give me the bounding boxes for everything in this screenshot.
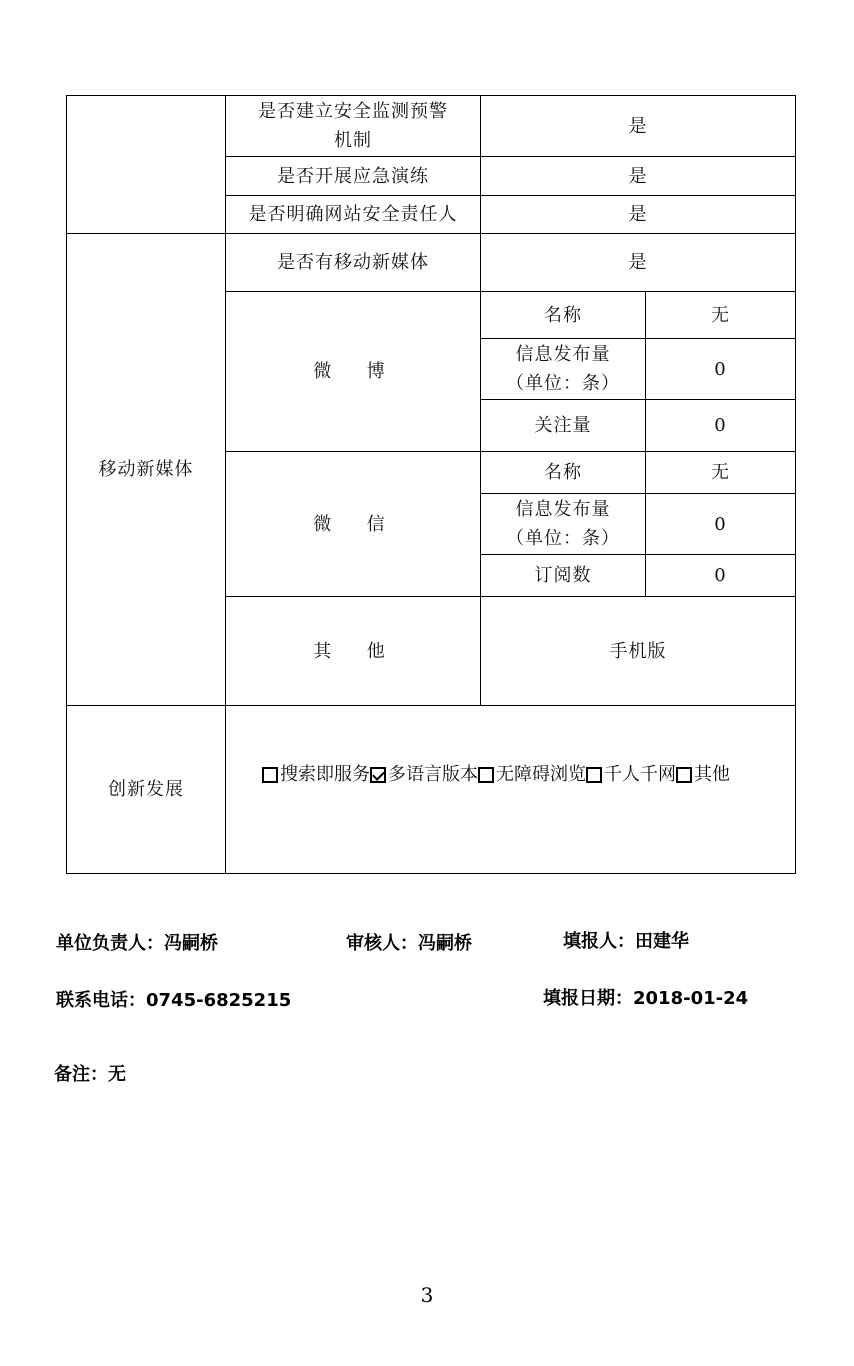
responsible-label: 是否明确网站安全责任人 [248, 204, 458, 225]
wechat-subscribers-label: 订阅数 [534, 565, 592, 586]
unit-head: 单位负责人：冯嗣桥 [56, 933, 218, 954]
weibo-name-value: 无 [711, 304, 730, 326]
wechat-label: 微 信 [313, 513, 393, 535]
wechat-subscribers-value: 0 [714, 565, 727, 586]
drill-label: 是否开展应急演练 [277, 165, 429, 187]
filler: 填报人：田建华 [563, 931, 689, 952]
has-mobile-label: 是否有移动新媒体 [277, 252, 429, 273]
option-search-service: 搜索即服务 [280, 764, 370, 785]
innovation-section-label: 创新发展 [108, 779, 184, 800]
page-number: 3 [420, 1283, 434, 1307]
checkbox-icon[interactable] [586, 767, 602, 783]
remarks: 备注：无 [54, 1064, 126, 1085]
fill-date: 填报日期：2018-01-24 [543, 988, 749, 1009]
reviewer: 审核人：冯嗣桥 [346, 933, 472, 954]
weibo-posts-label: 信息发布量 （单位：条） [506, 344, 620, 394]
checkbox-icon[interactable] [262, 767, 278, 783]
checkbox-icon[interactable] [478, 767, 494, 783]
innovation-options [262, 761, 730, 789]
drill-value: 是 [628, 165, 648, 187]
wechat-posts-value: 0 [714, 513, 727, 535]
other-label: 其 他 [313, 640, 393, 662]
contact-phone: 联系电话：0745-6825215 [56, 990, 292, 1011]
weibo-label: 微 博 [313, 361, 393, 382]
has-mobile-value: 是 [628, 252, 648, 273]
option-other: 其他 [694, 764, 730, 785]
responsible-value: 是 [628, 204, 648, 225]
weibo-followers-label: 关注量 [534, 415, 592, 436]
weibo-followers-value: 0 [714, 415, 727, 436]
monitoring-value: 是 [628, 115, 648, 137]
option-personalized: 千人千网 [604, 764, 676, 785]
other-value: 手机版 [609, 640, 667, 662]
mobile-section-label: 移动新媒体 [98, 459, 194, 480]
weibo-posts-value: 0 [714, 358, 727, 380]
wechat-posts-label: 信息发布量 （单位：条） [506, 499, 620, 549]
option-multilingual: 多语言版本 [388, 764, 478, 785]
checkbox-icon[interactable] [676, 767, 692, 783]
option-accessibility: 无障碍浏览 [496, 764, 586, 785]
wechat-name-label: 名称 [544, 462, 582, 483]
monitoring-label: 是否建立安全监测预警 机制 [258, 101, 448, 151]
checkbox-checked-icon[interactable] [370, 767, 386, 783]
weibo-name-label: 名称 [544, 304, 582, 326]
wechat-name-value: 无 [711, 462, 730, 483]
